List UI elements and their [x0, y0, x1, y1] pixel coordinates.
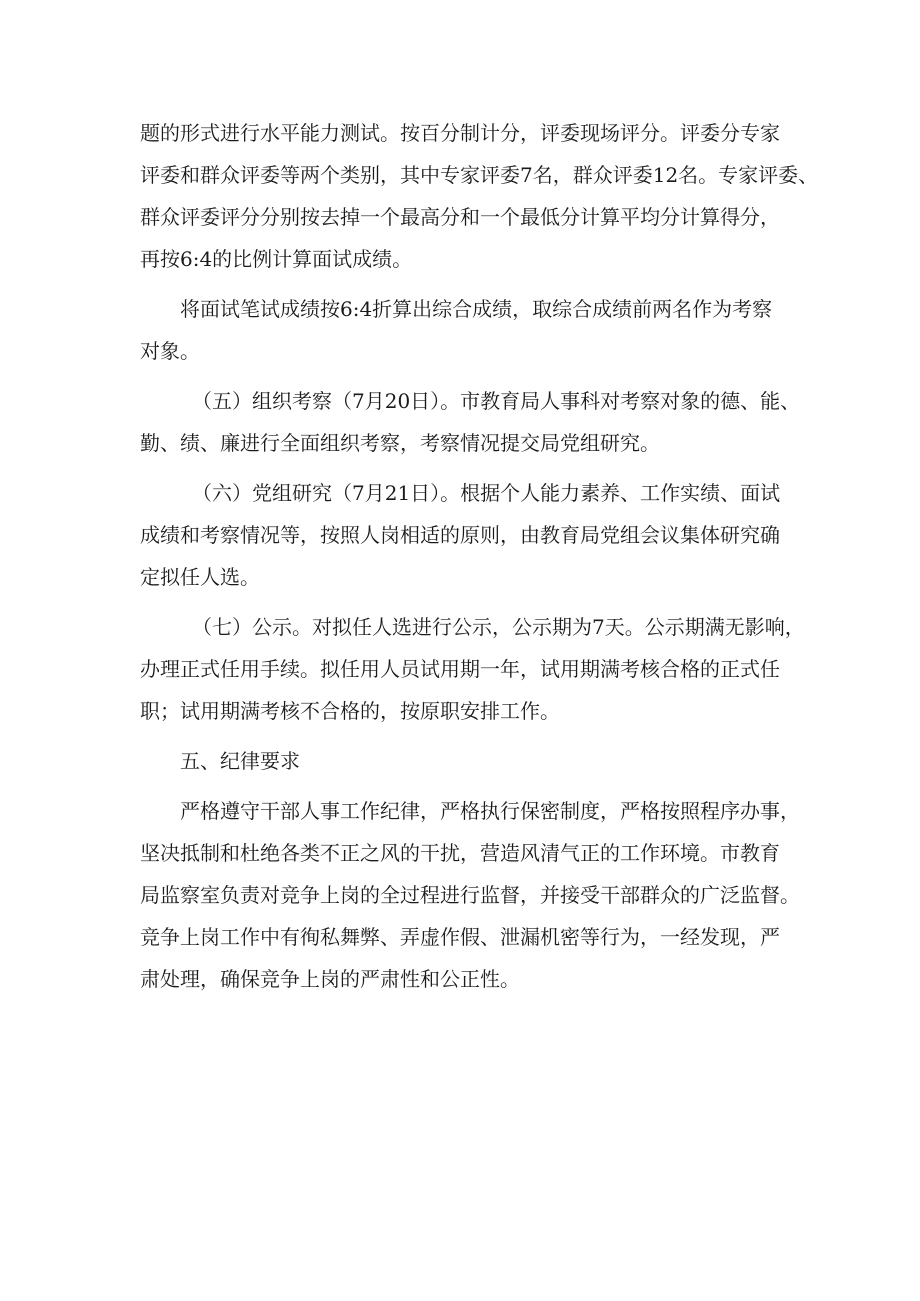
paragraph-organize-inspection	[140, 380, 800, 464]
paragraph-interview-scoring	[140, 112, 819, 280]
text-line: 再按6:4的比例计算面试成绩。	[140, 247, 413, 271]
text-line: 肃处理，确保竞争上岗的严肃性和公正性。	[140, 967, 520, 991]
text-line: 成绩和考察情况等，按照人岗相适的原则，由教育局党组会议集体研究确	[140, 523, 780, 547]
text-line: 局监察室负责对竞争上岗的全过程进行监督，并接受干部群众的广泛监督。	[140, 883, 800, 907]
text-line: 题的形式进行水平能力测试。按百分制计分，评委现场评分。评委分专家	[140, 121, 780, 145]
heading-text: 五、纪律要求	[180, 749, 300, 773]
text-line: 对象。	[140, 339, 200, 363]
paragraph-discipline-requirements	[140, 790, 800, 1000]
section-heading-discipline	[140, 740, 800, 782]
text-line: 群众评委评分分别按去掉一个最高分和一个最低分计算平均分计算得分，	[140, 205, 780, 229]
document-body	[140, 112, 819, 1008]
text-line: 办理正式任用手续。拟任用人员试用期一年，试用期满考核合格的正式任	[140, 657, 780, 681]
text-line: 评委和群众评委等两个类别，其中专家评委7名，群众评委12名。专家评委、	[140, 163, 819, 187]
text-line: （七）公示。对拟任人选进行公示，公示期为7天。公示期满无影响，	[192, 615, 805, 639]
paragraph-composite-score	[140, 288, 800, 372]
text-line: 竞争上岗工作中有徇私舞弊、弄虚作假、泄漏机密等行为，一经发现，严	[140, 925, 780, 949]
text-line: 职；试用期满考核不合格的，按原职安排工作。	[140, 699, 560, 723]
text-line: 勤、绩、廉进行全面组织考察，考察情况提交局党组研究。	[140, 431, 660, 455]
text-line: 定拟任人选。	[140, 565, 260, 589]
text-line: 严格遵守干部人事工作纪律，严格执行保密制度，严格按照程序办事，	[180, 799, 800, 823]
text-line: 将面试笔试成绩按6:4折算出综合成绩，取综合成绩前两名作为考察	[180, 297, 773, 321]
text-line: （五）组织考察（7月20日）。市教育局人事科对考察对象的德、能、	[192, 389, 801, 413]
paragraph-public-notice	[140, 606, 805, 732]
text-line: （六）党组研究（7月21日）。根据个人能力素养、工作实绩、面试	[192, 481, 781, 505]
paragraph-party-research	[140, 472, 800, 598]
text-line: 坚决抵制和杜绝各类不正之风的干扰，营造风清气正的工作环境。市教育	[140, 841, 780, 865]
